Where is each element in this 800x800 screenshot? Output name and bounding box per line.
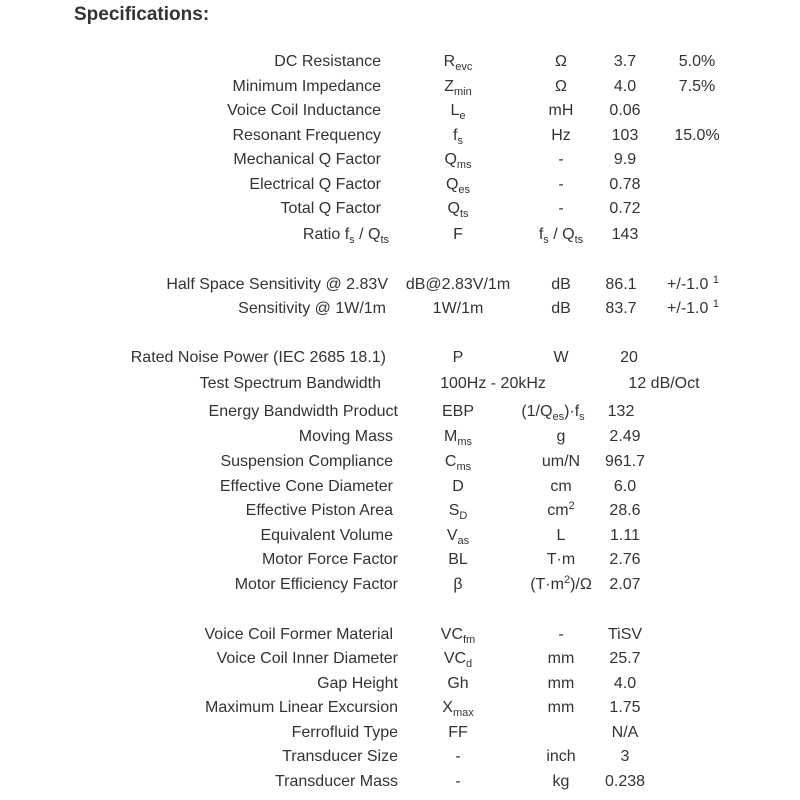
spec-symbol: $R_{evc}$: [443, 53, 473, 73]
spec-name: Maximum Linear Excursion: [205, 699, 398, 716]
spec-symbol: -: [455, 773, 461, 790]
spec-unit: T·m: [546, 551, 576, 568]
spec-name: Voice Coil Inductance: [227, 102, 381, 119]
spec-name: Electrical Q Factor: [249, 176, 381, 193]
spec-symbol: 100Hz - 20kHz: [440, 375, 546, 392]
spec-value: 20: [620, 349, 638, 366]
spec-value: 1.11: [610, 527, 640, 544]
spec-unit: -: [558, 176, 564, 193]
spec-name: Ferrofluid Type: [291, 724, 398, 741]
spec-row-test-spectrum-bandwidth: [0, 373, 800, 395]
spec-value: 12 dB/Oct: [628, 375, 700, 392]
spec-row-voice-coil-inductance: [0, 100, 800, 122]
spec-tolerance: 7.5%: [678, 78, 716, 95]
spec-name: DC Resistance: [274, 53, 381, 70]
spec-symbol: $M_{ms}$: [444, 428, 472, 448]
spec-value: 143: [611, 226, 639, 243]
spec-value: TiSV: [607, 626, 643, 643]
spec-row-total-q-factor: [0, 198, 800, 220]
spec-row-transducer-mass: [0, 771, 800, 793]
spec-name: Minimum Impedance: [232, 78, 381, 95]
spec-value: 83.7: [605, 300, 637, 317]
spec-value: 86.1: [605, 276, 637, 293]
spec-name: Half Space Sensitivity @ 2.83V: [166, 276, 388, 293]
spec-symbol: -: [455, 748, 461, 765]
spec-symbol: $C_{ms}$: [444, 453, 472, 473]
spec-tolerance: +/-1.0 $^1$: [667, 274, 719, 293]
spec-name: Motor Efficiency Factor: [234, 576, 398, 593]
spec-unit: $(T\cdot m^2)/\Omega$: [530, 574, 592, 593]
spec-symbol: $Q_{es}$: [445, 176, 471, 196]
spec-name: Transducer Size: [282, 748, 398, 765]
spec-row-transducer-size: [0, 746, 800, 768]
spec-unit: mm: [547, 675, 575, 692]
spec-value: 3: [620, 748, 630, 765]
spec-symbol: 1W/1m: [432, 300, 484, 317]
spec-unit: $f_s / Q_{ts}$: [538, 226, 584, 246]
spec-name: Resonant Frequency: [232, 127, 381, 144]
spec-unit: -: [558, 626, 564, 643]
spec-unit: cm: [550, 478, 572, 495]
spec-row-dc-resistance: [0, 51, 800, 73]
spec-row-energy-bandwidth-product: [0, 401, 800, 423]
spec-row-ratio-fs-qts: [0, 224, 800, 246]
spec-unit: -: [558, 200, 564, 217]
spec-unit: Ω: [555, 78, 567, 95]
spec-unit: g: [556, 428, 566, 445]
spec-row-voice-coil-former-material: [0, 624, 800, 646]
spec-name: Effective Cone Diameter: [219, 478, 393, 495]
spec-symbol: $Q_{ms}$: [444, 151, 472, 171]
spec-symbol: P: [452, 349, 464, 366]
spec-symbol: Gh: [447, 675, 469, 692]
spec-value: 28.6: [609, 502, 641, 519]
spec-row-rated-noise-power: [0, 347, 800, 369]
spec-name: Equivalent Volume: [260, 527, 393, 544]
spec-name: Suspension Compliance: [220, 453, 393, 470]
spec-unit: -: [558, 151, 564, 168]
spec-value: 25.7: [609, 650, 641, 667]
spec-row-moving-mass: [0, 426, 800, 448]
spec-row-minimum-impedance: [0, 76, 800, 98]
spec-row-resonant-frequency: [0, 125, 800, 147]
spec-symbol: $L_e$: [450, 102, 466, 122]
spec-name: Total Q Factor: [280, 200, 381, 217]
spec-value: 4.0: [613, 78, 637, 95]
spec-name: Effective Piston Area: [245, 502, 393, 519]
spec-name: Ratio $f_s / Q_{ts}$: [302, 226, 389, 246]
spec-value: 4.0: [613, 675, 637, 692]
spec-unit: Ω: [555, 53, 567, 70]
spec-value: N/A: [611, 724, 639, 741]
spec-value: 132: [607, 403, 635, 420]
spec-symbol: FF: [448, 724, 468, 741]
spec-row-effective-cone-diameter: [0, 476, 800, 498]
spec-symbol: F: [453, 226, 463, 243]
spec-unit: mH: [548, 102, 574, 119]
spec-symbol: $f_s$: [453, 127, 463, 147]
spec-value: 961.7: [604, 453, 646, 470]
spec-symbol: $VC_{fm}$: [440, 626, 476, 646]
spec-tolerance: 15.0%: [674, 127, 720, 144]
spec-name: Transducer Mass: [275, 773, 398, 790]
spec-unit: dB: [551, 276, 571, 293]
spec-symbol: $V_{as}$: [446, 527, 470, 547]
spec-name: Moving Mass: [298, 428, 393, 445]
spec-symbol: $X_{max}$: [442, 699, 474, 719]
spec-row-sensitivity-1w: [0, 298, 800, 320]
spec-unit: dB: [551, 300, 571, 317]
spec-symbol: $S_D$: [448, 502, 468, 522]
spec-value: 2.07: [609, 576, 641, 593]
spec-symbol: $Q_{ts}$: [447, 200, 469, 220]
spec-unit: W: [553, 349, 569, 366]
spec-row-half-space-sensitivity: [0, 274, 800, 296]
spec-value: 3.7: [613, 53, 637, 70]
spec-name: Voice Coil Inner Diameter: [216, 650, 398, 667]
spec-name: Motor Force Factor: [261, 551, 398, 568]
spec-symbol: $VC_d$: [443, 650, 473, 670]
spec-value: 1.75: [609, 699, 641, 716]
spec-name: Energy Bandwidth Product: [208, 403, 398, 420]
spec-symbol: BL: [448, 551, 468, 568]
spec-unit: um/N: [541, 453, 581, 470]
spec-row-ferrofluid-type: [0, 722, 800, 744]
spec-unit: mm: [547, 650, 575, 667]
spec-unit: kg: [552, 773, 570, 790]
spec-value: 2.76: [609, 551, 641, 568]
spec-symbol: β: [453, 576, 463, 593]
spec-unit: $(1/Q_{es})\cdot f_s$: [521, 403, 585, 423]
spec-symbol: D: [452, 478, 464, 495]
spec-row-maximum-linear-excursion: [0, 697, 800, 719]
page-title: Specifications:: [74, 4, 210, 25]
spec-unit: L: [556, 527, 566, 544]
spec-unit: mm: [547, 699, 575, 716]
spec-symbol: EBP: [441, 403, 475, 420]
spec-unit: $cm^2$: [547, 500, 575, 519]
spec-unit: Hz: [551, 127, 571, 144]
spec-tolerance: +/-1.0 $^1$: [667, 298, 719, 317]
spec-value: 2.49: [609, 428, 641, 445]
spec-name: Gap Height: [317, 675, 398, 692]
spec-value: 103: [611, 127, 639, 144]
spec-row-suspension-compliance: [0, 451, 800, 473]
spec-value: 9.9: [613, 151, 637, 168]
spec-symbol: dB@2.83V/1m: [405, 276, 511, 293]
spec-row-effective-piston-area: [0, 500, 800, 522]
spec-symbol: $Z_{min}$: [444, 78, 472, 98]
spec-name: Mechanical Q Factor: [233, 151, 381, 168]
spec-tolerance: 5.0%: [678, 53, 716, 70]
spec-row-gap-height: [0, 673, 800, 695]
spec-value: 0.06: [609, 102, 641, 119]
spec-value: 0.238: [604, 773, 646, 790]
spec-name: Test Spectrum Bandwidth: [199, 375, 381, 392]
spec-row-motor-force-factor: [0, 549, 800, 571]
spec-value: 0.78: [609, 176, 641, 193]
spec-row-voice-coil-inner-diameter: [0, 648, 800, 670]
spec-name: Sensitivity @ 1W/1m: [238, 300, 386, 317]
spec-value: 6.0: [613, 478, 637, 495]
spec-row-electrical-q-factor: [0, 174, 800, 196]
spec-value: 0.72: [609, 200, 641, 217]
spec-row-equivalent-volume: [0, 525, 800, 547]
spec-row-motor-efficiency-factor: [0, 574, 800, 596]
spec-unit: inch: [546, 748, 576, 765]
spec-name: Voice Coil Former Material: [204, 626, 393, 643]
spec-name: Rated Noise Power (IEC 2685 18.1): [130, 349, 386, 366]
spec-row-mechanical-q-factor: [0, 149, 800, 171]
